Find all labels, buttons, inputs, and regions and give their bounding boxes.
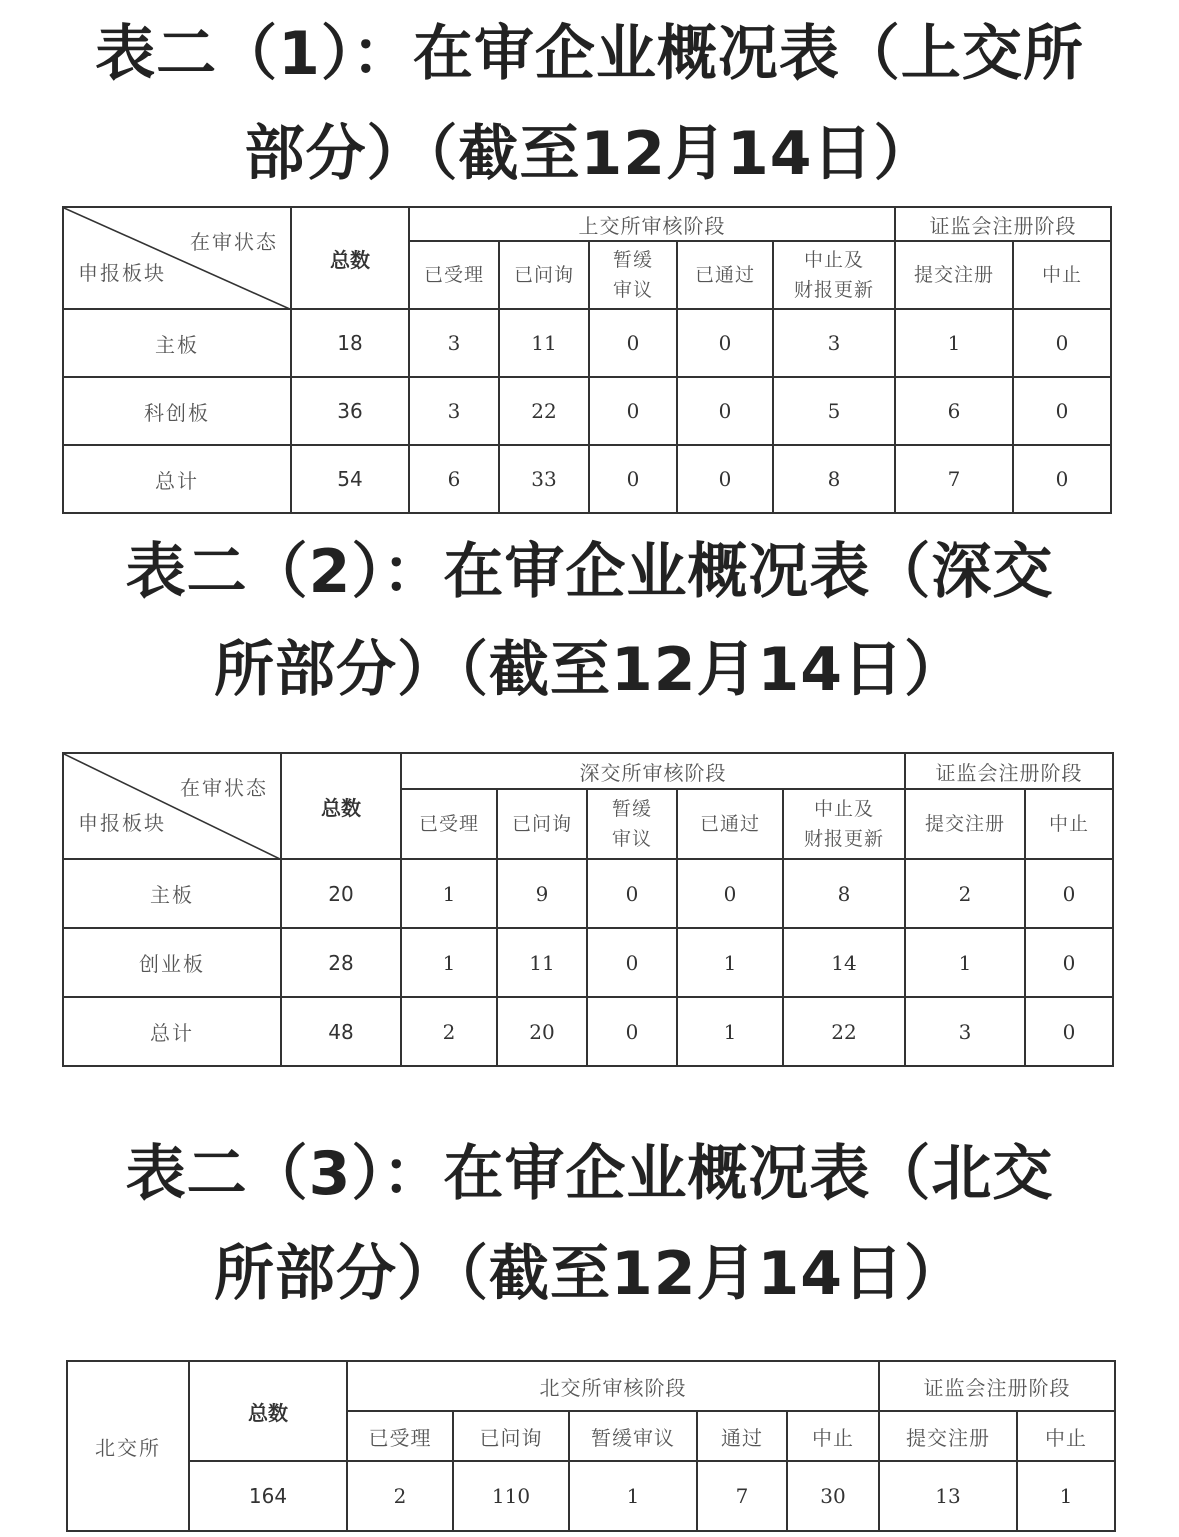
diag-board-label: 申报板块 (78, 261, 166, 285)
cell: 1 (1017, 1461, 1115, 1531)
table1-title-line1: 表二（1）：在审企业概况表（上交所 (95, 19, 1084, 89)
col-header: 提交注册 (905, 789, 1025, 859)
row-total: 20 (281, 859, 401, 928)
total-header: 总数 (291, 207, 409, 309)
cell: 1 (569, 1461, 697, 1531)
table3 (66, 1360, 1116, 1532)
cell: 2 (401, 997, 497, 1066)
csrc-stage-header: 证监会注册阶段 (895, 207, 1111, 241)
row-total: 54 (291, 445, 409, 513)
bse-label: 北交所 (67, 1361, 189, 1531)
table-row (63, 997, 1113, 1066)
row-total: 18 (291, 309, 409, 377)
cell: 3 (905, 997, 1025, 1066)
cell: 0 (587, 928, 677, 997)
diag-status-label: 在审状态 (180, 776, 268, 800)
col-header: 已通过 (677, 789, 783, 859)
diag-status-label: 在审状态 (190, 230, 278, 254)
cell: 3 (773, 309, 895, 377)
col-header: 已问询 (497, 789, 587, 859)
cell: 0 (1013, 309, 1111, 377)
col-header: 中止 (1017, 1411, 1115, 1461)
table1 (62, 206, 1112, 514)
total-header: 总数 (189, 1361, 347, 1461)
table-row (63, 377, 1111, 445)
col-header: 提交注册 (879, 1411, 1017, 1461)
table-row (63, 309, 1111, 377)
row-label: 总计 (63, 445, 291, 513)
row-total: 48 (281, 997, 401, 1066)
row-total: 28 (281, 928, 401, 997)
table1-title-line2: 部分）（截至12月14日） (244, 119, 935, 189)
cell: 3 (409, 309, 499, 377)
szse-stage-header: 深交所审核阶段 (401, 753, 905, 789)
cell: 7 (697, 1461, 787, 1531)
cell: 6 (409, 445, 499, 513)
table3-title-line1: 表二（3）：在审企业概况表（北交 (125, 1139, 1054, 1209)
cell: 22 (499, 377, 589, 445)
col-header: 暂缓 审议 (587, 789, 677, 859)
cell: 8 (783, 859, 905, 928)
col-header: 中止及 财报更新 (783, 789, 905, 859)
cell: 1 (905, 928, 1025, 997)
col-header: 已受理 (347, 1411, 453, 1461)
cell: 0 (1013, 377, 1111, 445)
table1-diagonal-header (63, 207, 291, 309)
cell: 0 (587, 997, 677, 1066)
row-total: 164 (189, 1461, 347, 1531)
row-total: 36 (291, 377, 409, 445)
cell: 0 (1025, 859, 1113, 928)
cell: 14 (783, 928, 905, 997)
col-header: 暂缓审议 (569, 1411, 697, 1461)
cell: 0 (589, 309, 677, 377)
cell: 110 (453, 1461, 569, 1531)
col-header: 已问询 (499, 241, 589, 309)
col-header: 已通过 (677, 241, 773, 309)
col-header: 提交注册 (895, 241, 1013, 309)
col-header: 中止 (1025, 789, 1113, 859)
table-row (63, 445, 1111, 513)
cell: 0 (1025, 928, 1113, 997)
cell: 1 (677, 997, 783, 1066)
table-row (67, 1461, 1115, 1531)
col-header: 已受理 (409, 241, 499, 309)
cell: 7 (895, 445, 1013, 513)
table2-title-line1: 表二（2）：在审企业概况表（深交 (125, 537, 1054, 607)
table2-diagonal-header (63, 753, 281, 859)
col-header: 中止 (787, 1411, 879, 1461)
cell: 30 (787, 1461, 879, 1531)
csrc-stage-header: 证监会注册阶段 (879, 1361, 1115, 1411)
table-row (63, 859, 1113, 928)
row-label: 主板 (63, 859, 281, 928)
csrc-stage-header: 证监会注册阶段 (905, 753, 1113, 789)
table2-title-line2: 所部分）（截至12月14日） (214, 635, 965, 705)
row-label: 科创板 (63, 377, 291, 445)
cell: 0 (589, 377, 677, 445)
cell: 0 (677, 859, 783, 928)
col-header: 中止及 财报更新 (773, 241, 895, 309)
cell: 11 (499, 309, 589, 377)
cell: 11 (497, 928, 587, 997)
cell: 22 (783, 997, 905, 1066)
col-header: 中止 (1013, 241, 1111, 309)
table2 (62, 752, 1114, 1067)
total-header: 总数 (281, 753, 401, 859)
col-header: 已受理 (401, 789, 497, 859)
cell: 8 (773, 445, 895, 513)
table3-title-line2: 所部分）（截至12月14日） (214, 1239, 965, 1309)
row-label: 总计 (63, 997, 281, 1066)
sse-stage-header: 上交所审核阶段 (409, 207, 895, 241)
cell: 9 (497, 859, 587, 928)
diag-board-label: 申报板块 (78, 811, 166, 835)
cell: 0 (1025, 997, 1113, 1066)
cell: 1 (401, 859, 497, 928)
bse-stage-header: 北交所审核阶段 (347, 1361, 879, 1411)
col-header: 已问询 (453, 1411, 569, 1461)
row-label: 创业板 (63, 928, 281, 997)
cell: 0 (677, 309, 773, 377)
cell: 5 (773, 377, 895, 445)
table-row (63, 928, 1113, 997)
cell: 0 (1013, 445, 1111, 513)
cell: 1 (895, 309, 1013, 377)
cell: 1 (401, 928, 497, 997)
cell: 2 (905, 859, 1025, 928)
cell: 0 (587, 859, 677, 928)
cell: 20 (497, 997, 587, 1066)
cell: 6 (895, 377, 1013, 445)
cell: 2 (347, 1461, 453, 1531)
cell: 3 (409, 377, 499, 445)
cell: 13 (879, 1461, 1017, 1531)
cell: 1 (677, 928, 783, 997)
cell: 33 (499, 445, 589, 513)
col-header: 通过 (697, 1411, 787, 1461)
cell: 0 (677, 377, 773, 445)
col-header: 暂缓 审议 (589, 241, 677, 309)
row-label: 主板 (63, 309, 291, 377)
cell: 0 (677, 445, 773, 513)
cell: 0 (589, 445, 677, 513)
